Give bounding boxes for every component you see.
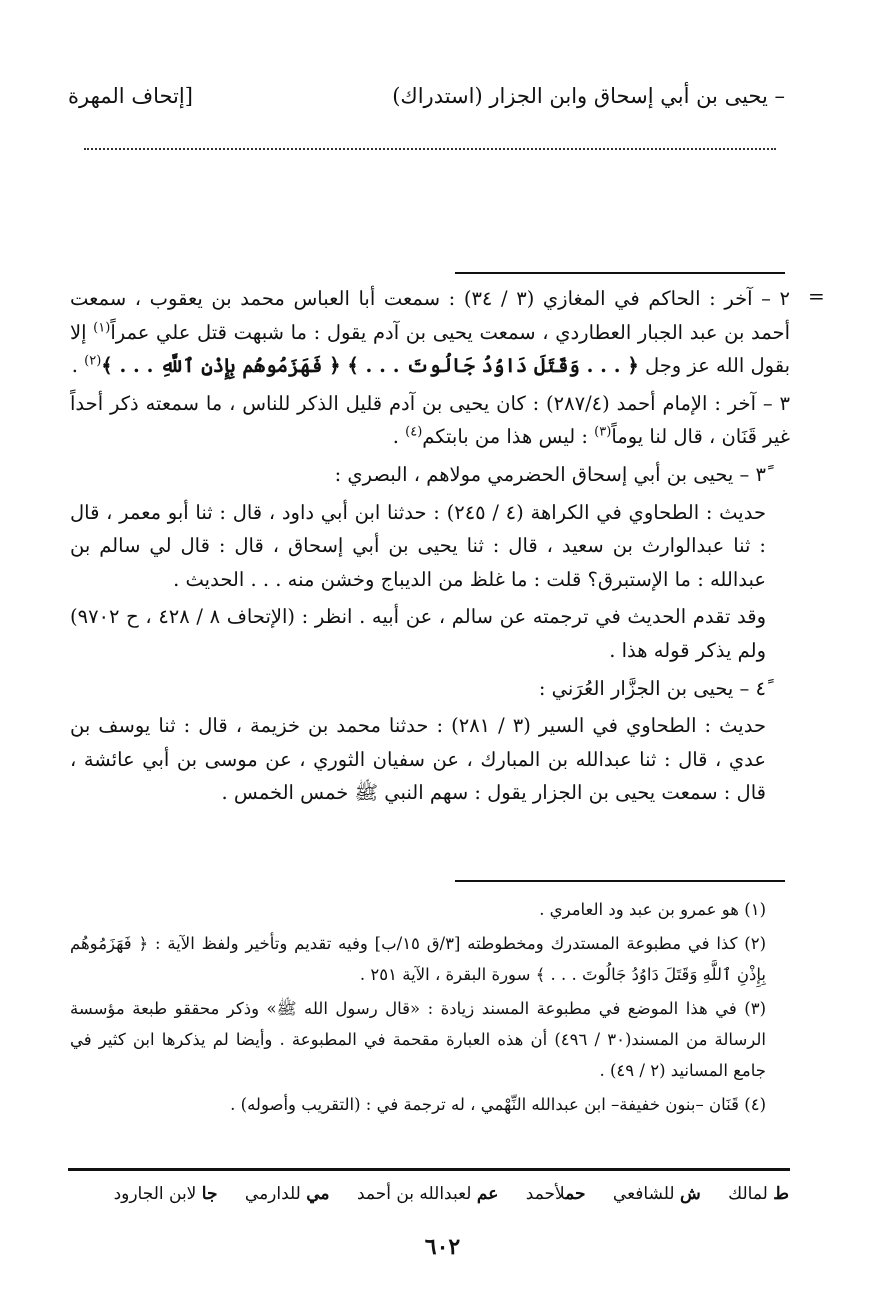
abbr-ahmad: حملأحمد [525,1184,586,1204]
abbr-darimi: مي للدارمي [244,1184,330,1204]
abbreviations-rule [68,1168,790,1171]
footnotes [70,894,790,1123]
quran-verse: ﴿ . . . وَقَتَلَ دَاوُدُ جَالُوتَ . . . ﴾ ﴿ فَهَزَمُوهُم بِإِذْنِ ٱللَّهِ . . . ﴾ [101,354,639,378]
footnote-1: (١) هو عمرو بن عبد ود العامري . [539,900,766,919]
paragraph-1-text: ٢ – آخر : الحاكم في المغازي (٣ / ٣٤) : سمعت أبا العباس محمد بن يعقوب ، سمعت أحمد بن عبد الجبار العطاردي ، سمعت يحيى بن آدم يقول : ما شبهت قتل علي عمراً [70,287,791,344]
page-number: ٦٠٢ [424,1234,461,1260]
main-text [70,282,790,810]
abbr-jarud: جا لابن الجارود [113,1184,218,1204]
paragraph-2 [70,387,790,454]
entry-heading-3: ٣ً – يحيى بن أبي إسحاق الحضرمي مولاهم ، البصري : [334,462,766,486]
paragraph-1-cont: إلا بقول الله عز وجل [70,320,790,378]
entry-heading-4: ٤ً – يحيى بن الجزَّار العُرَني : [538,676,766,700]
margin-mark: = [808,284,825,308]
paragraph-hadith-2: حديث : الطحاوي في السير (٣ / ٢٨١) : حدثنا محمد بن خزيمة ، قال : ثنا يوسف بن عدي ، قال : ثنا عبدالله بن المبارك ، عن سفيان الثوري ، عن موسى بن أبي عائشة ، قال : سمعت يحيى بن الجزار يقول : سهم النبي ﷺ خمس الخمس . [70,714,767,805]
footnote-ref-4: (٤) [405,424,423,440]
footnote-3: (٣) في هذا الموضع في مطبوعة المسند زيادة : «قال رسول الله ﷺ» وذكر محققو طبعة مؤسسة الرسالة من المسند(٣٠ / ٤٩٦) أن هذه العبارة مقحمة في المطبوعة . وأيضا لم يذكرها ابن كثير في جامع المسانيد (٢ / ٤٩) . [70,999,766,1080]
paragraph-2-cont: : ليس هذا من بابتكم [422,425,595,449]
paragraph-2-text: ٣ – آخر : الإمام أحمد (٢٨٧/٤) : كان يحيى بن آدم قليل الذكر للناس ، ما سمعته ذكر أحداً غير قَنَان ، قال لنا يوماً [70,391,790,449]
footnote-ref-2: (٢) [84,353,102,369]
running-header-title: – يحيى بن أبي إسحاق وابن الجزار (استدراك) [392,84,785,108]
paragraph-1 [70,282,790,383]
footnote-2: (٢) كذا في مطبوعة المستدرك ومخطوطته [٣/ق ١٥/ب] وفيه تقديم وتأخير ولفظ الآية : ﴿ فَهَزَمُوهُم بِإِذْنِ ٱللَّهِ وَقَتَلَ دَاوُدُ جَالُوتَ . . . ﴾ سورة البقرة ، الآية ٢٥١ . [70,934,767,984]
footnote-4: (٤) قَنَان –بنون خفيفة– ابن عبدالله النِّهْمي ، له ترجمة في : (التقريب وأصوله) . [230,1095,766,1114]
running-header-book: [إتحاف المهرة [68,84,193,108]
header-dotted-line [84,148,776,150]
abbr-abdullah: عم لعبدالله بن أحمد [356,1184,499,1204]
paragraph-hadith-1: حديث : الطحاوي في الكراهة (٤ / ٢٤٥) : حدثنا ابن أبي داود ، قال : ثنا أبو معمر ، قال : ثنا عبدالوارث بن سعيد ، قال : ثنا يحيى بن أبي إسحاق ، قال : قال لي سالم بن عبدالله : ما الإستبرق؟ قلت : ما غلظ من الديباج وخشن منه . . . الحديث . [70,500,767,591]
abbreviations-key [92,1184,789,1204]
abbr-malik: ط لمالك [728,1184,789,1204]
paragraph-1-end: . [71,354,85,378]
abbr-shafii: ش للشافعي [612,1184,701,1204]
footnote-ref-1: (١) [93,320,111,336]
footnote-ref-3: (٣) [594,424,612,440]
footnotes-rule [455,880,785,882]
top-rule [455,272,785,274]
paragraph-note: وقد تقدم الحديث في ترجمته عن سالم ، عن أبيه . انظر : (الإتحاف ٨ / ٤٢٨ ، ح ٩٧٠٢) ولم يذكر قوله هذا . [70,605,767,662]
paragraph-2-end: . [392,425,406,449]
